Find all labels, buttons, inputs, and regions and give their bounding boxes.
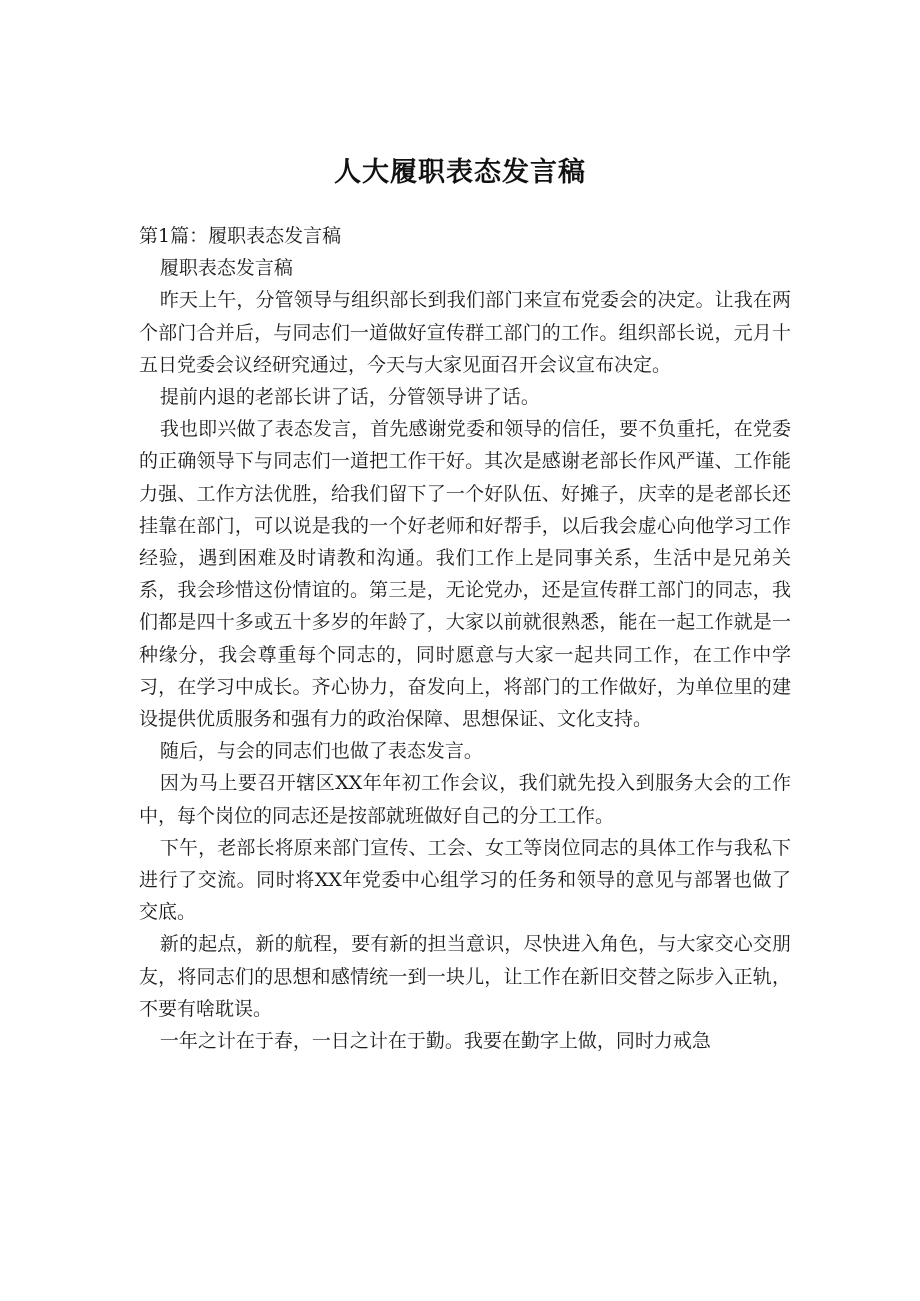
paragraph: 因为马上要召开辖区XX年年初工作会议，我们就先投入到服务大会的工作中，每个岗位的同志还是按部就班做好自己的分工工作。 [139,772,791,827]
paragraph-subtitle: 履职表态发言稿 [159,257,293,280]
paragraph: 我也即兴做了表态发言，首先感谢党委和领导的信任，要不负重托，在党委的正确领导下与同志们一道把工作干好。其次是感谢老部长作风严谨、工作能力强、工作方法优胜，给我们留下了一个好队伍、好摊子，庆幸的是老部长还挂靠在部门，可以说是我的一个好老师和好帮手，以后我会虚心向他学习工作经验，遇到困难及时请教和沟通。我们工作上是同事关系，生活中是兄弟关系，我会珍惜这份情谊的。第三是，无论党办，还是宣传群工部门的同志，我们都是四十多或五十多岁的年龄了，大家以前就很熟悉，能在一起工作就是一种缘分，我会尊重每个同志的，同时愿意与大家一起共同工作，在工作中学习，在学习中成长。齐心协力，奋发向上，将部门的工作做好，为单位里的建设提供优质服务和强有力的政治保障、思想保证、文化支持。 [139,418,791,731]
document-body [139,220,791,1057]
document-title: 人大履职表态发言稿 [334,157,586,188]
paragraph: 昨天上午，分管领导与组织部长到我们部门来宣布党委会的决定。让我在两个部门合并后，与同志们一道做好宣传群工部门的工作。组织部长说，元月十五日党委会议经研究通过，今天与大家见面召开会议宣布决定。 [139,289,791,376]
section-heading: 第1篇：履职表态发言稿 [139,225,342,247]
paragraph: 随后，与会的同志们也做了表态发言。 [159,740,483,763]
paragraph: 提前内退的老部长讲了话，分管领导讲了话。 [159,386,540,409]
paragraph: 新的起点，新的航程，要有新的担当意识，尽快进入角色，与大家交心交朋友，将同志们的思想和感情统一到一块儿，让工作在新旧交替之际步入正轨，不要有啥耽误。 [139,933,791,1020]
paragraph: 一年之计在于春，一日之计在于勤。我要在勤字上做，同时力戒急 [159,1030,711,1053]
paragraph: 下午，老部长将原来部门宣传、工会、女工等岗位同志的具体工作与我私下进行了交流。同时将XX年党委中心组学习的任务和领导的意见与部署也做了交底。 [139,836,791,924]
